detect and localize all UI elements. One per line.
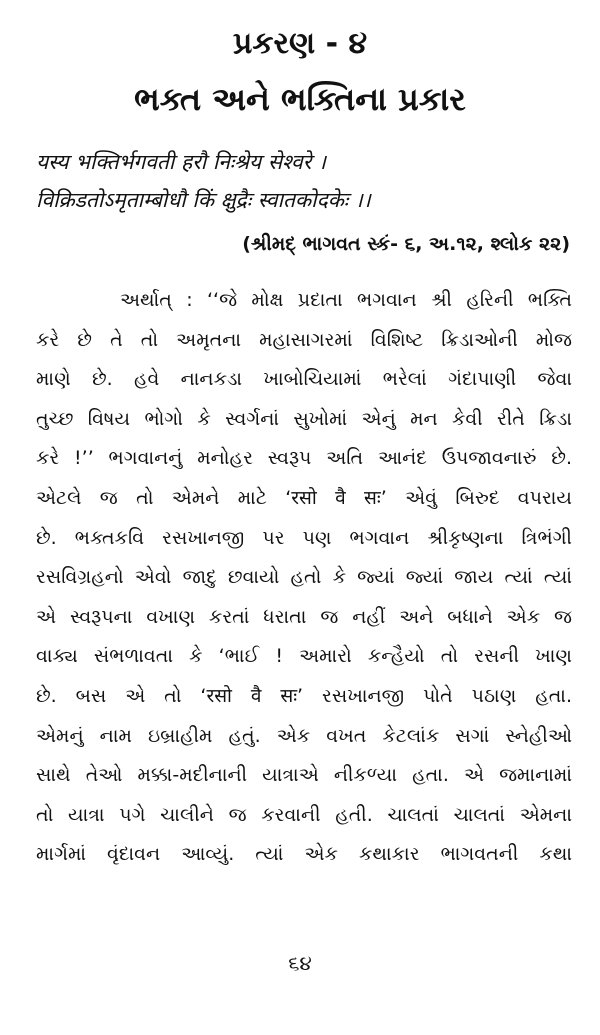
body-line: માર્ગમાં વૃંદાવન આવ્યું. ત્યાં એક કથાકાર ભાગવતની કથા xyxy=(36,843,572,866)
body-line: એમનું નામ ઇબ્રાહીમ હતું. એક વખત કેટલાંક સગાં સ્નેહીઓ xyxy=(36,724,572,747)
body-line: એ સ્વરૂપના વખાણ કરતાં ધરાતા જ નહીં અને બધાને એક જ xyxy=(36,605,572,628)
body-line: છે. ભક્તકવિ રસખાનજી પર પણ ભગવાન શ્રીકૃષ્ણના ત્રિભંગી xyxy=(36,526,572,549)
body-line: તુચ્છ વિષય ભોગો કે સ્વર્ગનાં સુખોમાં એનું મન કેવી રીતે ક્રિડા xyxy=(36,407,572,430)
body-line: રસવિગ્રહનો એવો જાદુ છવાયો હતો કે જ્યાં જ્યાં જાય ત્યાં ત્યાં xyxy=(36,566,572,589)
body-line: તો યાત્રા પગે ચાલીને જ કરવાની હતી. ચાલતાં ચાલતાં એમના xyxy=(36,803,572,826)
body-line: કરે !’’ ભગવાનનું મનોહર સ્વરૂપ અતિ આનંદ ઉપજાવનારું છે. xyxy=(36,447,572,470)
body-line: છે. બસ એ તો ‘रसो वै सः’ રસખાનજી પોતે પઠાણ હતા. xyxy=(36,684,572,707)
page-number: ૬૪ xyxy=(288,951,312,975)
body-paragraph xyxy=(36,281,572,875)
body-line: સાથે તેઓ મક્કા-મદીનાની યાત્રાએ નીકળ્યા હતા. એ જમાનામાં xyxy=(36,764,572,787)
shloka-line-2: विक्रिडतोऽमृताम्बोधौ किं क्षुद्रैः स्वातकोदकेः ।। xyxy=(36,188,371,212)
body-line: વાક્ય સંભળાવતા કે ‘ભાઈ ! અમારો કન્હૈયો તો રસની ખાણ xyxy=(36,645,572,668)
scripture-reference: (શ્રીમદ્ ભાગવત સ્કં- ૬, અ.૧૨, શ્લોક ૨૨) xyxy=(242,233,570,255)
chapter-number: પ્રકરણ - ૪ xyxy=(232,26,368,61)
body-line: એટલે જ તો એમને માટે ‘रसो वै सः’ એવું બિરુદ વપરાય xyxy=(36,486,572,509)
body-line: કરે છે તે તો અમૃતના મહાસાગરમાં વિશિષ્ટ ક્રિડાઓની મોજ xyxy=(36,328,572,351)
shloka-line-1: यस्य भक्तिर्भगवती हरौ निःश्रेय सेश्वरे । xyxy=(36,150,326,174)
chapter-title: ભક્ત અને ભક્તિના પ્રકાર xyxy=(134,80,466,118)
body-line: માણે છે. હવે નાનકડા ખાબોચિયામાં ભરેલાં ગંદાપાણી જેવા xyxy=(36,368,572,391)
body-line: અર્થાત્ : ‘‘જે મોક્ષ પ્રદાતા ભગવાન શ્રી હરિની ભક્તિ xyxy=(120,289,572,311)
